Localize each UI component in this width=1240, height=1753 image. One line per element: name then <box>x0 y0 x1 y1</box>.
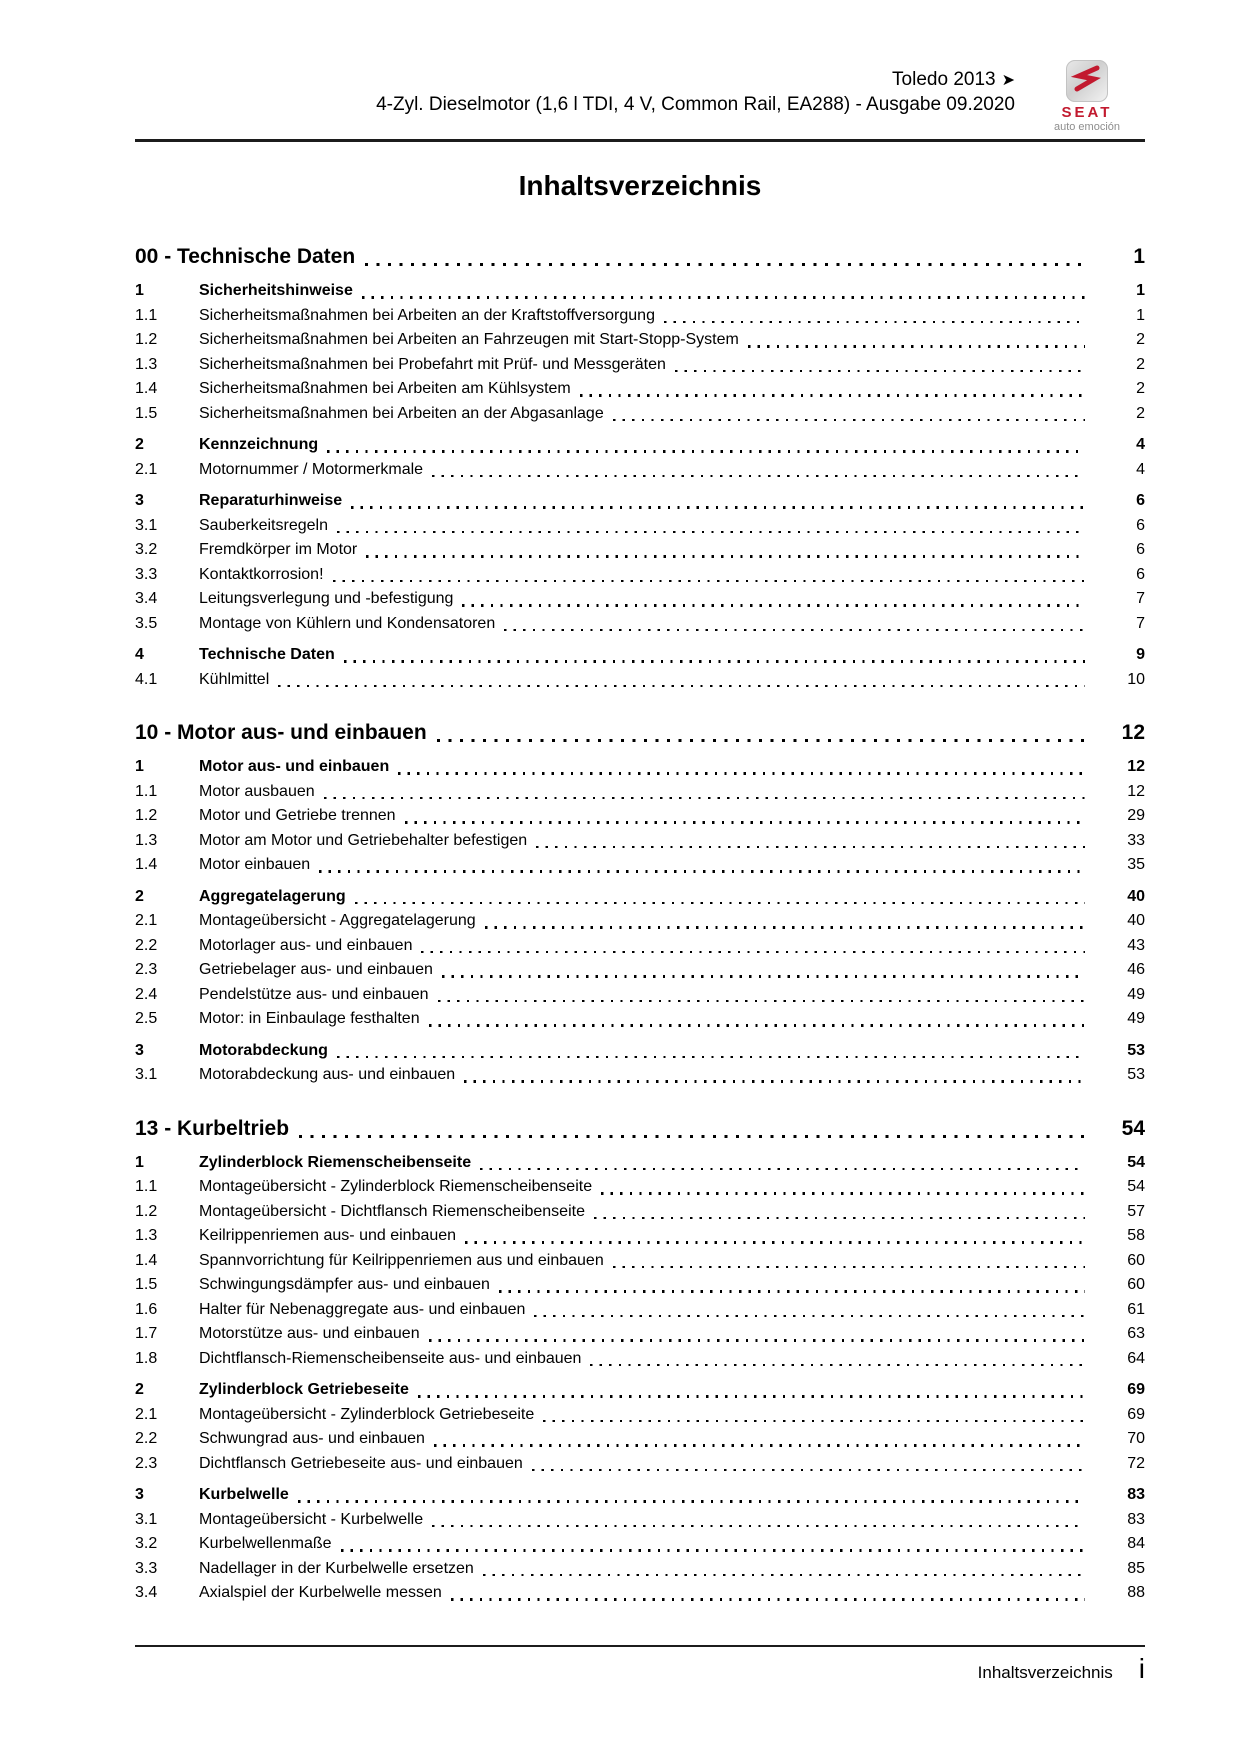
toc-entry-title: Kühlmittel <box>199 670 270 688</box>
dot-leader <box>344 660 1085 662</box>
toc-entry[interactable] <box>135 514 1145 539</box>
toc-entry-title: Halter für Nebenaggregate aus- und einbauen <box>199 1300 526 1318</box>
toc-entry-page: 69 <box>1127 1381 1145 1398</box>
seat-tagline: auto emoción <box>1053 121 1121 133</box>
toc-entry-title: Montage von Kühlern und Kondensatoren <box>199 614 496 632</box>
toc-entry-number: 3.3 <box>135 1559 158 1577</box>
dot-leader <box>504 629 1085 631</box>
toc-entry-page: 33 <box>1127 831 1145 849</box>
toc-entry-page: 6 <box>1136 541 1145 558</box>
toc-entry-number: 2 <box>135 436 144 453</box>
dot-leader <box>613 419 1085 421</box>
dot-leader <box>485 926 1085 928</box>
toc-entry-page: 53 <box>1127 1041 1145 1059</box>
toc-entry-page: 54 <box>1127 1178 1145 1195</box>
toc-entry[interactable] <box>135 958 1145 983</box>
toc-entry-title: Schwungrad aus- und einbauen <box>199 1430 425 1447</box>
toc-entry-page: 84 <box>1127 1535 1145 1552</box>
dot-leader <box>499 1290 1085 1292</box>
toc-entry-page: 4 <box>1136 460 1145 478</box>
toc-entry[interactable] <box>135 1403 1145 1428</box>
dot-leader <box>532 1469 1085 1471</box>
dot-leader <box>437 739 1085 742</box>
toc-entry-number: 3.1 <box>135 516 158 534</box>
toc-entry[interactable] <box>135 587 1145 612</box>
toc-entry[interactable] <box>135 1557 1145 1582</box>
toc-entry-page: 12 <box>1127 758 1145 775</box>
toc-entry-title: Zylinderblock Getriebeseite <box>199 1381 409 1398</box>
toc-entry[interactable] <box>135 1249 1145 1274</box>
toc-chapter-page: 12 <box>1121 721 1145 744</box>
toc-entry-page: 2 <box>1136 404 1145 422</box>
toc-entry-number: 3 <box>135 1041 144 1059</box>
toc-chapter-block <box>135 718 1145 1088</box>
toc-entry[interactable] <box>135 1532 1145 1557</box>
toc-entry-number: 3.4 <box>135 1584 158 1601</box>
page-footer <box>135 1645 1145 1683</box>
seat-brand-text: SEAT <box>1061 104 1113 121</box>
toc-entry[interactable] <box>135 353 1145 378</box>
toc-entry-title: Sicherheitsmaßnahmen bei Probefahrt mit Prüf- und Messgeräten <box>199 355 666 373</box>
toc-entry[interactable] <box>135 668 1145 693</box>
footer-page-number: i <box>1138 1653 1145 1684</box>
dot-leader <box>365 263 1085 266</box>
toc-entry-page: 64 <box>1127 1349 1145 1367</box>
toc-entry-title: Reparaturhinweise <box>199 492 343 509</box>
toc-entry[interactable] <box>135 780 1145 805</box>
toc-entry[interactable] <box>135 489 1145 514</box>
toc-entry-number: 1.3 <box>135 831 158 849</box>
toc-entry-number: 3 <box>135 492 144 509</box>
toc-chapter-block <box>135 242 1145 692</box>
dot-leader <box>366 555 1085 557</box>
toc-chapter-heading[interactable] <box>135 1114 1145 1144</box>
toc-entry-title: Motor ausbauen <box>199 782 315 800</box>
toc-entry-page: 58 <box>1127 1227 1145 1244</box>
dot-leader <box>480 1168 1085 1170</box>
toc-entry-title: Keilrippenriemen aus- und einbauen <box>199 1227 457 1244</box>
toc-entry-title: Motor am Motor und Getriebehalter befestigen <box>199 831 528 849</box>
toc-entry-title: Montageübersicht - Zylinderblock Getriebeseite <box>199 1405 535 1423</box>
toc-entry-title: Motorabdeckung <box>199 1041 328 1059</box>
dot-leader <box>421 951 1085 953</box>
toc-entry-number: 2.3 <box>135 1454 158 1472</box>
toc-entry-number: 1.7 <box>135 1325 158 1342</box>
toc-entry-title: Montageübersicht - Zylinderblock Riemenscheibenseite <box>199 1178 593 1195</box>
dot-leader <box>432 475 1085 477</box>
toc-entry[interactable] <box>135 1039 1145 1064</box>
toc-entry-page: 2 <box>1136 380 1145 397</box>
toc-entry-number: 3.3 <box>135 565 158 583</box>
dot-leader <box>337 531 1085 533</box>
toc-entry[interactable] <box>135 1007 1145 1032</box>
toc-entry[interactable] <box>135 304 1145 329</box>
toc-entry-number: 1.4 <box>135 380 158 397</box>
toc-entry-number: 1.8 <box>135 1349 158 1367</box>
dot-leader <box>613 1266 1085 1268</box>
toc-entry-title: Motor einbauen <box>199 856 311 873</box>
dot-leader <box>536 846 1085 848</box>
toc-entry[interactable] <box>135 804 1145 829</box>
toc-entry-number: 2.2 <box>135 936 158 954</box>
toc-entry-number: 3 <box>135 1486 144 1503</box>
toc-entry-number: 3.1 <box>135 1510 158 1528</box>
toc-entry-page: 7 <box>1136 590 1145 607</box>
toc-entry-page: 70 <box>1127 1430 1145 1447</box>
dot-leader <box>278 685 1085 687</box>
toc-entry-number: 4 <box>135 646 144 663</box>
toc-entry-number: 3.5 <box>135 614 158 632</box>
dot-leader <box>438 1000 1085 1002</box>
dot-leader <box>748 345 1085 347</box>
arrow-right-icon: ➤ <box>1001 72 1015 89</box>
dot-leader <box>351 506 1085 508</box>
dot-leader <box>442 975 1085 977</box>
page-header <box>135 0 1145 133</box>
toc-entry[interactable] <box>135 934 1145 959</box>
toc-entry-number: 1.1 <box>135 1178 158 1195</box>
toc-entry-number: 2.1 <box>135 460 158 478</box>
toc-chapter-page: 1 <box>1133 245 1145 268</box>
toc-entry-title: Nadellager in der Kurbelwelle ersetzen <box>199 1559 474 1577</box>
toc-entry-page: 2 <box>1136 331 1145 348</box>
toc-entry[interactable] <box>135 1508 1145 1533</box>
toc-entry-title: Motorlager aus- und einbauen <box>199 936 413 954</box>
toc-entry-page: 57 <box>1127 1202 1145 1220</box>
toc-entry-title: Kennzeichnung <box>199 436 319 453</box>
toc-entry-number: 1.5 <box>135 404 158 422</box>
toc-entry-title: Sicherheitsmaßnahmen bei Arbeiten an der Abgasanlage <box>199 404 604 422</box>
toc-entry-number: 3.1 <box>135 1066 158 1083</box>
toc-entry-title: Schwingungsdämpfer aus- und einbauen <box>199 1276 490 1293</box>
toc-entry[interactable] <box>135 853 1145 878</box>
dot-leader <box>483 1574 1085 1576</box>
dot-leader <box>298 1500 1085 1502</box>
toc-entry-page: 49 <box>1127 985 1145 1003</box>
toc-entry-page: 72 <box>1127 1454 1145 1472</box>
toc-entry[interactable] <box>135 909 1145 934</box>
toc-entry-number: 3.4 <box>135 590 158 607</box>
toc-entry-page: 69 <box>1127 1405 1145 1423</box>
toc-entry-number: 1.1 <box>135 782 158 800</box>
toc-entry-page: 83 <box>1127 1486 1145 1503</box>
dot-leader <box>319 870 1085 872</box>
toc-chapter-heading[interactable] <box>135 718 1145 748</box>
dot-leader <box>580 394 1085 396</box>
header-model: Toledo 2013 <box>892 69 996 90</box>
toc-entry-number: 1.2 <box>135 1202 158 1220</box>
toc-entry[interactable] <box>135 612 1145 637</box>
toc-entry[interactable] <box>135 829 1145 854</box>
toc-entry[interactable] <box>135 328 1145 353</box>
dot-leader <box>362 296 1085 298</box>
toc-entry[interactable] <box>135 433 1145 458</box>
toc-entry-number: 1.2 <box>135 807 158 824</box>
toc-entry-number: 1.4 <box>135 856 158 873</box>
toc-entry-title: Kontaktkorrosion! <box>199 565 324 583</box>
dot-leader <box>324 797 1085 799</box>
toc-entry-page: 6 <box>1136 516 1145 534</box>
toc-entry[interactable] <box>135 1378 1145 1403</box>
toc-entry-title: Montageübersicht - Kurbelwelle <box>199 1510 424 1528</box>
toc-entry-number: 1.4 <box>135 1251 158 1269</box>
toc-entry-title: Spannvorrichtung für Keilrippenriemen aus und einbauen <box>199 1251 604 1269</box>
toc-entry-number: 2.2 <box>135 1430 158 1447</box>
dot-leader <box>337 1056 1085 1058</box>
toc-entry-page: 54 <box>1127 1153 1145 1171</box>
toc-entry-page: 88 <box>1127 1584 1145 1601</box>
toc-entry-number: 2.3 <box>135 961 158 978</box>
toc-entry-page: 60 <box>1127 1251 1145 1269</box>
toc-entry-page: 7 <box>1136 614 1145 632</box>
toc-entry-title: Montageübersicht - Dichtflansch Riemenscheibenseite <box>199 1202 585 1220</box>
toc-entry[interactable] <box>135 1200 1145 1225</box>
toc-entry-number: 1.1 <box>135 306 158 324</box>
header-model-line <box>376 68 1015 93</box>
toc-entry-title: Technische Daten <box>199 646 335 663</box>
toc-entry-title: Zylinderblock Riemenscheibenseite <box>199 1153 472 1171</box>
toc-entry-page: 40 <box>1127 912 1145 929</box>
dot-leader <box>432 1525 1085 1527</box>
toc-entry-title: Sicherheitshinweise <box>199 282 353 299</box>
toc-entry-page: 40 <box>1127 887 1145 905</box>
toc-entry-title: Motor aus- und einbauen <box>199 758 390 775</box>
toc-entry-page: 6 <box>1136 492 1145 509</box>
seat-logo-icon <box>1066 60 1108 102</box>
dot-leader <box>465 1241 1085 1243</box>
toc-entry[interactable] <box>135 1175 1145 1200</box>
toc-entry-title: Montageübersicht - Aggregatelagerung <box>199 912 476 929</box>
toc-entry-page: 9 <box>1136 646 1145 663</box>
toc-entry-title: Aggregatelagerung <box>199 887 346 905</box>
toc-entry-number: 2.1 <box>135 912 158 929</box>
toc-entry-page: 1 <box>1136 282 1145 299</box>
toc-entry[interactable] <box>135 402 1145 427</box>
table-of-contents <box>135 242 1145 1606</box>
toc-entry-page: 43 <box>1127 936 1145 954</box>
toc-entry-page: 1 <box>1136 306 1145 324</box>
toc-chapter-page: 54 <box>1121 1116 1145 1140</box>
header-text <box>376 60 1015 117</box>
dot-leader <box>664 321 1085 323</box>
toc-entry-title: Motornummer / Motormerkmale <box>199 460 424 478</box>
toc-entry-title: Fremdkörper im Motor <box>199 541 358 558</box>
dot-leader <box>464 1080 1085 1082</box>
toc-entry-number: 1 <box>135 1153 144 1171</box>
dot-leader <box>534 1315 1085 1317</box>
toc-chapter-label: 00 - Technische Daten <box>135 245 356 268</box>
toc-entry-number: 1.6 <box>135 1300 158 1318</box>
dot-leader <box>594 1217 1085 1219</box>
toc-entry[interactable] <box>135 458 1145 483</box>
toc-entry[interactable] <box>135 1298 1145 1323</box>
dot-leader <box>590 1364 1085 1366</box>
toc-entry-title: Axialspiel der Kurbelwelle messen <box>199 1584 442 1601</box>
toc-entry-number: 2.4 <box>135 985 158 1003</box>
dot-leader <box>429 1024 1085 1026</box>
toc-entry[interactable] <box>135 1581 1145 1606</box>
toc-entry-title: Sicherheitsmaßnahmen bei Arbeiten am Kühlsystem <box>199 380 571 397</box>
toc-entry-page: 2 <box>1136 355 1145 373</box>
dot-leader <box>333 580 1085 582</box>
toc-entry-title: Sicherheitsmaßnahmen bei Arbeiten an Fahrzeugen mit Start-Stopp-System <box>199 331 739 348</box>
toc-entry-title: Sicherheitsmaßnahmen bei Arbeiten an der Kraftstoffversorgung <box>199 306 655 324</box>
toc-entry-number: 1.3 <box>135 355 158 373</box>
toc-entry-number: 1 <box>135 282 144 299</box>
seat-logo <box>1029 60 1145 133</box>
toc-entry-page: 61 <box>1127 1300 1145 1318</box>
toc-entry-page: 49 <box>1127 1010 1145 1027</box>
toc-entry[interactable] <box>135 983 1145 1008</box>
toc-entry-number: 1.3 <box>135 1227 158 1244</box>
toc-entry-number: 3.2 <box>135 1535 158 1552</box>
dot-leader <box>398 772 1085 774</box>
dot-leader <box>327 450 1085 452</box>
toc-entry-number: 2 <box>135 887 144 905</box>
toc-entry-page: 12 <box>1127 782 1145 800</box>
footer-line <box>135 1655 1145 1683</box>
toc-entry-page: 6 <box>1136 565 1145 583</box>
footer-label: Inhaltsverzeichnis <box>977 1663 1113 1682</box>
toc-entry-number: 4.1 <box>135 670 158 688</box>
toc-entry-title: Kurbelwellenmaße <box>199 1535 332 1552</box>
dot-leader <box>675 370 1085 372</box>
toc-entry[interactable] <box>135 755 1145 780</box>
toc-entry-title: Dichtflansch Getriebeseite aus- und einbauen <box>199 1454 523 1472</box>
toc-entry-number: 1.5 <box>135 1276 158 1293</box>
toc-chapter-label: 10 - Motor aus- und einbauen <box>135 721 427 744</box>
dot-leader <box>429 1339 1085 1341</box>
toc-entry[interactable] <box>135 1151 1145 1176</box>
toc-entry[interactable] <box>135 279 1145 304</box>
toc-entry[interactable] <box>135 377 1145 402</box>
toc-entry-title: Dichtflansch-Riemenscheibenseite aus- und einbauen <box>199 1349 582 1367</box>
toc-entry[interactable] <box>135 1347 1145 1372</box>
toc-entry-page: 35 <box>1127 856 1145 873</box>
toc-entry-page: 4 <box>1136 436 1145 453</box>
dot-leader <box>355 902 1085 904</box>
footer-divider <box>135 1645 1145 1647</box>
toc-entry[interactable] <box>135 885 1145 910</box>
toc-entry[interactable] <box>135 1427 1145 1452</box>
toc-entry[interactable] <box>135 563 1145 588</box>
toc-entry-page: 83 <box>1127 1510 1145 1528</box>
toc-entry-page: 60 <box>1127 1276 1145 1293</box>
toc-entry[interactable] <box>135 1224 1145 1249</box>
document-page <box>135 0 1145 1606</box>
toc-entry-title: Leitungsverlegung und -befestigung <box>199 590 454 607</box>
toc-chapter-heading[interactable] <box>135 242 1145 272</box>
toc-chapter-block <box>135 1114 1145 1606</box>
page-title: Inhaltsverzeichnis <box>518 170 762 201</box>
dot-leader <box>341 1549 1085 1551</box>
dot-leader <box>601 1192 1085 1194</box>
toc-entry[interactable] <box>135 1273 1145 1298</box>
toc-entry-page: 63 <box>1127 1325 1145 1342</box>
toc-entry[interactable] <box>135 1452 1145 1477</box>
dot-leader <box>462 604 1085 606</box>
toc-entry-number: 2 <box>135 1381 144 1398</box>
toc-entry[interactable] <box>135 1322 1145 1347</box>
toc-entry-title: Motor: in Einbaulage festhalten <box>199 1010 420 1027</box>
dot-leader <box>543 1420 1085 1422</box>
toc-entry[interactable] <box>135 538 1145 563</box>
toc-entry-page: 10 <box>1127 670 1145 688</box>
toc-entry-page: 85 <box>1127 1559 1145 1577</box>
toc-entry-number: 1 <box>135 758 144 775</box>
toc-entry-title: Motor und Getriebe trennen <box>199 807 396 824</box>
toc-entry-page: 29 <box>1127 807 1145 824</box>
toc-entry-title: Getriebelager aus- und einbauen <box>199 961 433 978</box>
toc-entry-number: 1.2 <box>135 331 158 348</box>
dot-leader <box>434 1444 1085 1446</box>
toc-entry-title: Motorstütze aus- und einbauen <box>199 1325 420 1342</box>
dot-leader <box>405 821 1085 823</box>
dot-leader <box>418 1395 1085 1397</box>
toc-entry-number: 3.2 <box>135 541 158 558</box>
header-divider <box>135 139 1145 142</box>
toc-entry-title: Sauberkeitsregeln <box>199 516 328 534</box>
toc-entry-title: Pendelstütze aus- und einbauen <box>199 985 429 1003</box>
dot-leader <box>299 1135 1085 1138</box>
toc-entry-number: 2.1 <box>135 1405 158 1423</box>
toc-entry-number: 2.5 <box>135 1010 158 1027</box>
toc-entry[interactable] <box>135 1063 1145 1088</box>
header-subtitle-line: 4-Zyl. Dieselmotor (1,6 l TDI, 4 V, Common Rail, EA288) - Ausgabe 09.2020 <box>376 94 1015 115</box>
toc-entry-title: Kurbelwelle <box>199 1486 289 1503</box>
toc-entry[interactable] <box>135 643 1145 668</box>
toc-entry-title: Motorabdeckung aus- und einbauen <box>199 1066 456 1083</box>
dot-leader <box>451 1598 1085 1600</box>
toc-entry[interactable] <box>135 1483 1145 1508</box>
toc-entry-page: 46 <box>1127 961 1145 978</box>
toc-entry-page: 53 <box>1127 1066 1145 1083</box>
toc-chapter-label: 13 - Kurbeltrieb <box>135 1116 290 1140</box>
